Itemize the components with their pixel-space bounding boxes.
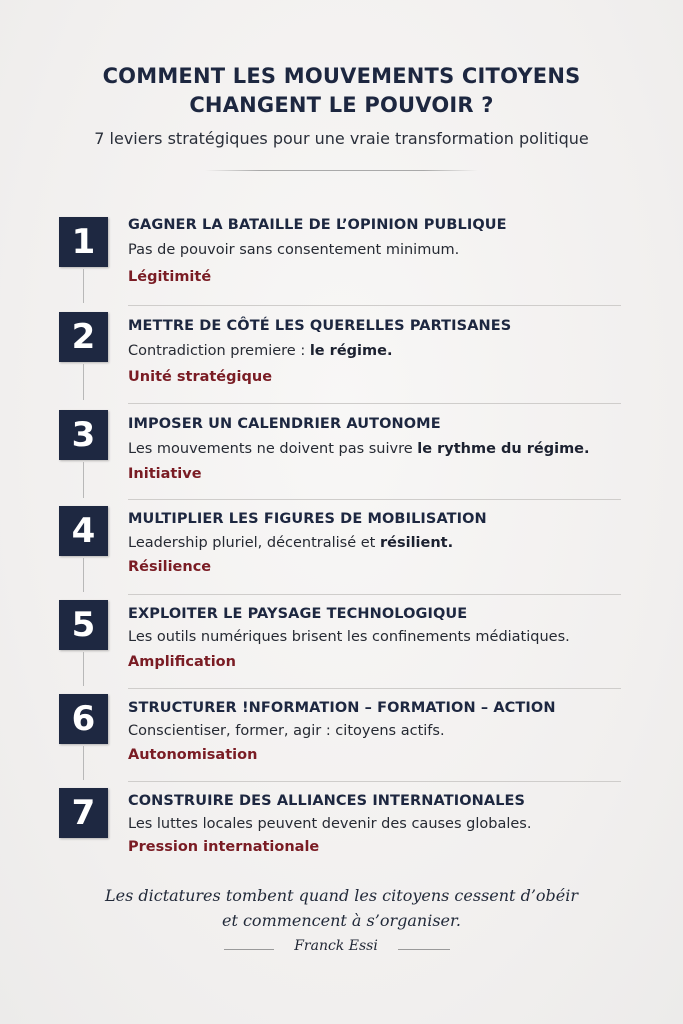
lever-description: Contradiction premiere : le régime.	[128, 343, 393, 359]
lever-number-badge: 4	[59, 506, 108, 556]
lever-number-badge: 5	[59, 600, 108, 650]
lever-description: Leadership pluriel, décentralisé et résilient.	[128, 535, 454, 551]
author-signature: Franck Essi	[294, 938, 378, 954]
lever-keyword: Pression internationale	[128, 839, 320, 855]
lever-divider	[128, 781, 621, 782]
lever-connector-line	[83, 652, 84, 686]
signature-row	[0, 938, 683, 960]
page-title	[0, 62, 683, 120]
lever-keyword: Légitimité	[128, 269, 212, 285]
lever-title: EXPLOITER LE PAYSAGE TECHNOLOGIQUE	[128, 606, 468, 622]
lever-divider	[128, 305, 621, 306]
title-line-2: CHANGENT LE POUVOIR ?	[189, 93, 494, 117]
signature-rule-left	[224, 949, 274, 950]
page-subtitle: 7 leviers stratégiques pour une vraie transformation politique	[94, 129, 589, 148]
closing-quote	[0, 883, 683, 933]
lever-keyword: Unité stratégique	[128, 369, 273, 385]
lever-connector-line	[83, 746, 84, 780]
lever-number-badge: 2	[59, 312, 108, 362]
lever-title: IMPOSER UN CALENDRIER AUTONOME	[128, 416, 441, 432]
lever-connector-line	[83, 462, 84, 498]
lever-keyword: Résilience	[128, 559, 212, 575]
lever-description: Les mouvements ne doivent pas suivre le rythme du régime.	[128, 441, 590, 457]
lever-title: GAGNER LA BATAILLE DE L’OPINION PUBLIQUE	[128, 217, 507, 233]
quote-line-2: et commencent à s’organiser.	[221, 911, 461, 930]
lever-keyword: Amplification	[128, 654, 236, 670]
title-line-1: COMMENT LES MOUVEMENTS CITOYENS	[102, 64, 581, 88]
lever-number-badge: 7	[59, 788, 108, 838]
lever-title: MULTIPLIER LES FIGURES DE MOBILISATION	[128, 511, 487, 527]
lever-title: METTRE DE CÔTÉ LES QUERELLES PARTISANES	[128, 318, 512, 334]
lever-divider	[128, 403, 621, 404]
signature-rule-right	[398, 949, 450, 950]
lever-divider	[128, 688, 621, 689]
lever-connector-line	[83, 558, 84, 592]
lever-description: Les outils numériques brisent les confinements médiatiques.	[128, 629, 570, 645]
lever-title: CONSTRUIRE DES ALLIANCES INTERNATIONALES	[128, 793, 526, 809]
lever-connector-line	[83, 269, 84, 303]
lever-number-badge: 3	[59, 410, 108, 460]
lever-description: Les luttes locales peuvent devenir des causes globales.	[128, 816, 532, 832]
lever-description: Pas de pouvoir sans consentement minimum.	[128, 242, 460, 258]
title-divider	[205, 170, 478, 171]
lever-number-badge: 6	[59, 694, 108, 744]
lever-number-badge: 1	[59, 217, 108, 267]
quote-line-1: Les dictatures tombent quand les citoyens cessent d’obéir	[104, 886, 579, 905]
lever-divider	[128, 594, 621, 595]
lever-keyword: Autonomisation	[128, 747, 258, 763]
lever-title: STRUCTURER !NFORMATION – FORMATION – ACTION	[128, 700, 556, 716]
lever-divider	[128, 499, 621, 500]
lever-description: Conscientiser, former, agir : citoyens actifs.	[128, 723, 445, 739]
lever-connector-line	[83, 364, 84, 400]
lever-keyword: Initiative	[128, 466, 202, 482]
